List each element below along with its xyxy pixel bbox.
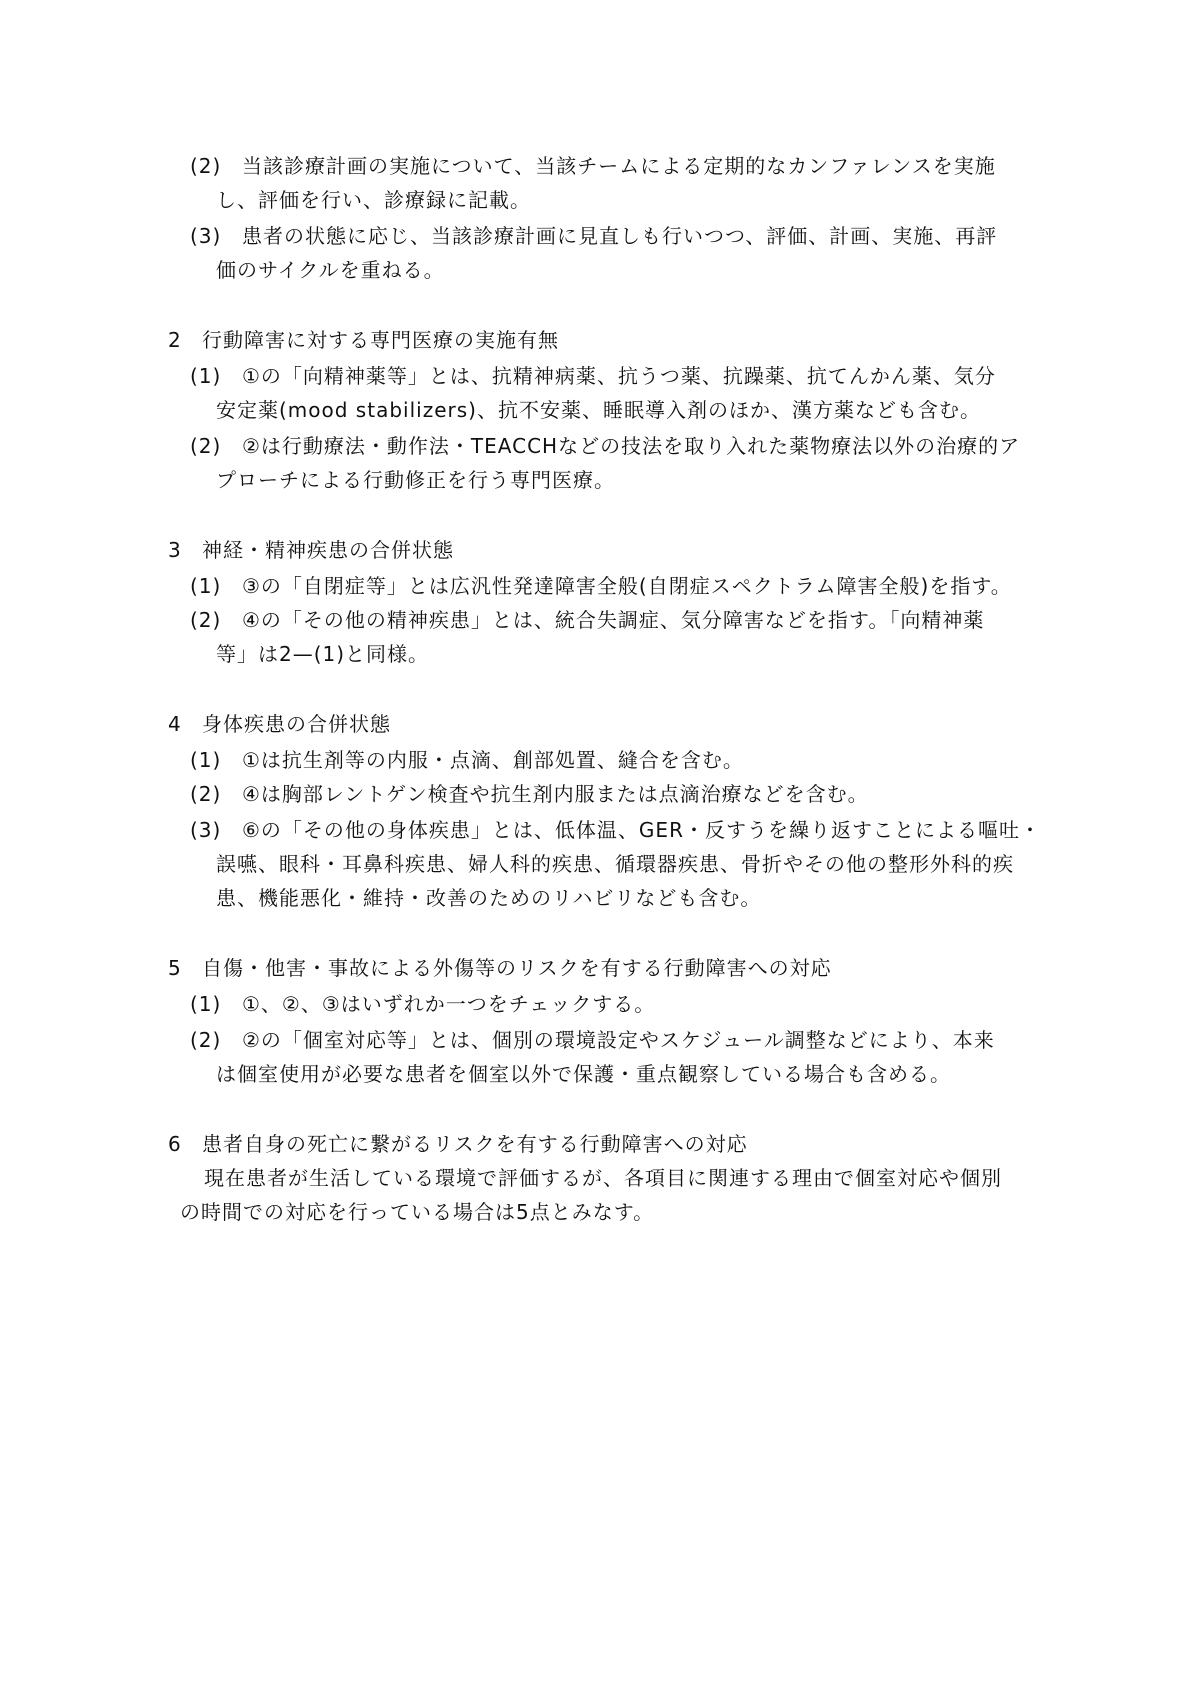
item-number: (1) <box>190 574 222 598</box>
list-item <box>190 224 997 248</box>
section-title: 身体疾患の合併状態 <box>202 712 391 736</box>
list-item <box>190 818 1041 842</box>
item-number: (1) <box>190 364 222 388</box>
item-continuation: 等」は2—(1)と同様。 <box>216 642 430 666</box>
item-number: (2) <box>190 434 222 458</box>
item-text: ③の「自閉症等」とは広汎性発達障害全般(自閉症スペクトラム障害全般)を指す。 <box>242 574 1012 598</box>
list-item <box>190 434 1020 458</box>
list-item <box>190 154 996 178</box>
item-number: (2) <box>190 154 222 178</box>
list-item <box>190 364 996 388</box>
item-continuation: 患、機能悪化・維持・改善のためのリハビリなども含む。 <box>216 886 762 910</box>
item-text: ①の「向精神薬等」とは、抗精神病薬、抗うつ薬、抗躁薬、抗てんかん薬、気分 <box>242 364 996 388</box>
item-text: ④の「その他の精神疾患」とは、統合失調症、気分障害などを指す。「向精神薬 <box>242 608 985 632</box>
section-number: 4 <box>168 712 182 736</box>
section-number: 3 <box>168 538 182 562</box>
paragraph-line: の時間での対応を行っている場合は5点とみなす。 <box>180 1200 655 1224</box>
section-heading <box>168 712 391 736</box>
item-continuation: 誤嚥、眼科・耳鼻科疾患、婦人科的疾患、循環器疾患、骨折やその他の整形外科的疾 <box>216 852 1014 876</box>
list-item <box>190 782 869 806</box>
list-item <box>190 992 655 1016</box>
section-heading <box>168 1132 748 1156</box>
section-heading <box>168 538 454 562</box>
section-number: 6 <box>168 1132 182 1156</box>
item-continuation: し、評価を行い、診療録に記載。 <box>216 188 531 212</box>
section-number: 5 <box>168 956 182 980</box>
item-text: 当該診療計画の実施について、当該チームによる定期的なカンファレンスを実施 <box>242 154 996 178</box>
item-continuation: は個室使用が必要な患者を個室以外で保護・重点観察している場合も含める。 <box>216 1062 951 1086</box>
item-number: (2) <box>190 1028 222 1052</box>
item-text: 患者の状態に応じ、当該診療計画に見直しも行いつつ、評価、計画、実施、再評 <box>242 224 998 248</box>
list-item <box>190 748 744 772</box>
list-item <box>190 574 1012 598</box>
section-number: 2 <box>168 328 182 352</box>
item-text: ①、②、③はいずれか一つをチェックする。 <box>242 992 656 1016</box>
item-continuation: プローチによる行動修正を行う専門医療。 <box>216 468 615 492</box>
item-text: ①は抗生剤等の内服・点滴、創部処置、縫合を含む。 <box>242 748 744 772</box>
item-number: (1) <box>190 748 222 772</box>
item-continuation: 価のサイクルを重ねる。 <box>216 258 445 282</box>
item-continuation: 安定薬(mood stabilizers)、抗不安薬、睡眠導入剤のほか、漢方薬なども含む。 <box>216 398 981 422</box>
section-title: 行動障害に対する専門医療の実施有無 <box>202 328 559 352</box>
section-heading <box>168 328 559 352</box>
section-title: 神経・精神疾患の合併状態 <box>202 538 454 562</box>
list-item <box>190 1028 995 1052</box>
section-title: 患者自身の死亡に繋がるリスクを有する行動障害への対応 <box>202 1132 748 1156</box>
item-text: ②は行動療法・動作法・TEACCHなどの技法を取り入れた薬物療法以外の治療的ア <box>242 434 1021 458</box>
item-number: (1) <box>190 992 222 1016</box>
item-number: (2) <box>190 782 222 806</box>
item-number: (2) <box>190 608 222 632</box>
item-number: (3) <box>190 818 222 842</box>
item-number: (3) <box>190 224 222 248</box>
section-heading <box>168 956 832 980</box>
item-text: ⑥の「その他の身体疾患」とは、低体温、GER・反すうを繰り返すことによる嘔吐・ <box>242 818 1041 842</box>
list-item <box>190 608 984 632</box>
paragraph-line: 現在患者が生活している環境で評価するが、各項目に関連する理由で個室対応や個別 <box>204 1166 1002 1190</box>
item-text: ④は胸部レントゲン検査や抗生剤内服または点滴治療などを含む。 <box>242 782 869 806</box>
section-title: 自傷・他害・事故による外傷等のリスクを有する行動障害への対応 <box>202 956 832 980</box>
item-text: ②の「個室対応等」とは、個別の環境設定やスケジュール調整などにより、本来 <box>242 1028 995 1052</box>
